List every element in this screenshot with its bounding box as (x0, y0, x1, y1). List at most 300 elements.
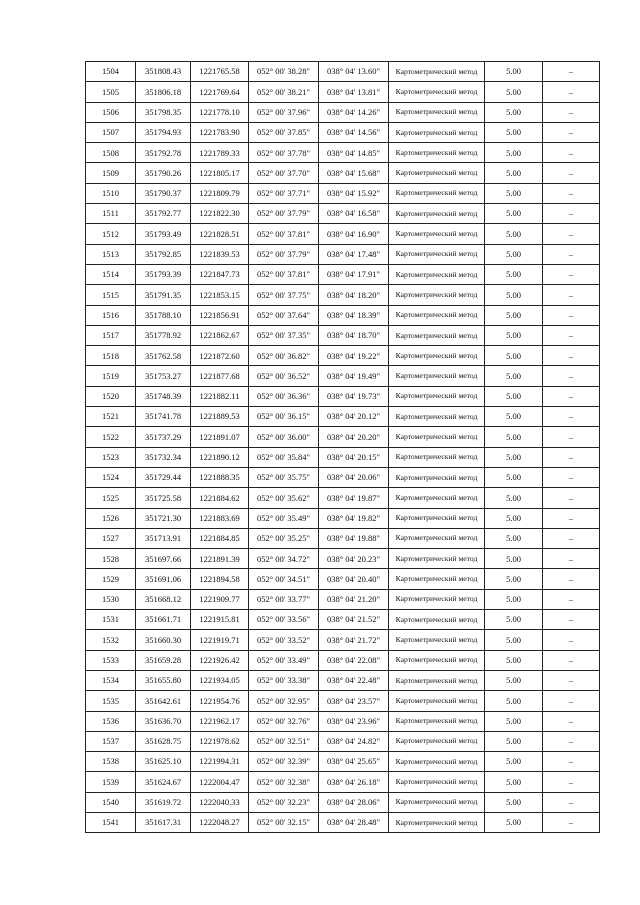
longitude-cell: 038° 04' 28.48" (319, 812, 389, 832)
y-coordinate-cell: 1222040.33 (191, 792, 249, 812)
x-coordinate-cell: 351806.18 (136, 82, 191, 102)
accuracy-cell: 5.00 (485, 224, 543, 244)
longitude-cell: 038° 04' 15.68" (319, 163, 389, 183)
point-number-cell: 1521 (86, 407, 136, 427)
table-row (86, 427, 600, 447)
table-row (86, 792, 600, 812)
method-cell: Картометрический метод (389, 610, 485, 630)
x-coordinate-cell: 351792.78 (136, 143, 191, 163)
longitude-cell: 038° 04' 21.52" (319, 610, 389, 630)
x-coordinate-cell: 351792.85 (136, 244, 191, 264)
y-coordinate-cell: 1221783.90 (191, 122, 249, 142)
accuracy-cell: 5.00 (485, 122, 543, 142)
point-number-cell: 1537 (86, 731, 136, 751)
point-number-cell: 1508 (86, 143, 136, 163)
note-cell: – (543, 549, 600, 569)
longitude-cell: 038° 04' 22.08" (319, 650, 389, 670)
note-cell: – (543, 589, 600, 609)
method-cell: Картометрический метод (389, 752, 485, 772)
longitude-cell: 038° 04' 20.15" (319, 447, 389, 467)
accuracy-cell: 5.00 (485, 670, 543, 690)
table-row (86, 183, 600, 203)
y-coordinate-cell: 1221862.67 (191, 325, 249, 345)
accuracy-cell: 5.00 (485, 346, 543, 366)
method-cell: Картометрический метод (389, 488, 485, 508)
point-number-cell: 1516 (86, 305, 136, 325)
table-row (86, 102, 600, 122)
note-cell: – (543, 731, 600, 751)
method-cell: Картометрический метод (389, 508, 485, 528)
table-row (86, 407, 600, 427)
y-coordinate-cell: 1221919.71 (191, 630, 249, 650)
table-row (86, 670, 600, 690)
y-coordinate-cell: 1221909.77 (191, 589, 249, 609)
x-coordinate-cell: 351617.31 (136, 812, 191, 832)
x-coordinate-cell: 351741.78 (136, 407, 191, 427)
y-coordinate-cell: 1221778.10 (191, 102, 249, 122)
latitude-cell: 052° 00' 35.84" (249, 447, 319, 467)
point-number-cell: 1540 (86, 792, 136, 812)
accuracy-cell: 5.00 (485, 102, 543, 122)
latitude-cell: 052° 00' 35.62" (249, 488, 319, 508)
longitude-cell: 038° 04' 26.18" (319, 772, 389, 792)
accuracy-cell: 5.00 (485, 386, 543, 406)
accuracy-cell: 5.00 (485, 285, 543, 305)
x-coordinate-cell: 351713.91 (136, 528, 191, 548)
accuracy-cell: 5.00 (485, 549, 543, 569)
x-coordinate-cell: 351753.27 (136, 366, 191, 386)
y-coordinate-cell: 1221809.79 (191, 183, 249, 203)
accuracy-cell: 5.00 (485, 650, 543, 670)
x-coordinate-cell: 351642.61 (136, 691, 191, 711)
longitude-cell: 038° 04' 20.20" (319, 427, 389, 447)
longitude-cell: 038° 04' 28.06" (319, 792, 389, 812)
x-coordinate-cell: 351729.44 (136, 467, 191, 487)
latitude-cell: 052° 00' 37.71" (249, 183, 319, 203)
table-row (86, 467, 600, 487)
table-row (86, 163, 600, 183)
accuracy-cell: 5.00 (485, 366, 543, 386)
latitude-cell: 052° 00' 37.96" (249, 102, 319, 122)
x-coordinate-cell: 351790.26 (136, 163, 191, 183)
accuracy-cell: 5.00 (485, 325, 543, 345)
latitude-cell: 052° 00' 34.51" (249, 569, 319, 589)
point-number-cell: 1509 (86, 163, 136, 183)
note-cell: – (543, 752, 600, 772)
accuracy-cell: 5.00 (485, 752, 543, 772)
y-coordinate-cell: 1221978.62 (191, 731, 249, 751)
accuracy-cell: 5.00 (485, 488, 543, 508)
latitude-cell: 052° 00' 37.64" (249, 305, 319, 325)
x-coordinate-cell: 351636.70 (136, 711, 191, 731)
note-cell: – (543, 427, 600, 447)
y-coordinate-cell: 1221839.53 (191, 244, 249, 264)
table-row (86, 650, 600, 670)
note-cell: – (543, 528, 600, 548)
y-coordinate-cell: 1221883.69 (191, 508, 249, 528)
latitude-cell: 052° 00' 32.76" (249, 711, 319, 731)
latitude-cell: 052° 00' 34.72" (249, 549, 319, 569)
accuracy-cell: 5.00 (485, 812, 543, 832)
table-row (86, 285, 600, 305)
y-coordinate-cell: 1221884.85 (191, 528, 249, 548)
point-number-cell: 1505 (86, 82, 136, 102)
note-cell: – (543, 102, 600, 122)
note-cell: – (543, 224, 600, 244)
longitude-cell: 038° 04' 16.58" (319, 204, 389, 224)
point-number-cell: 1541 (86, 812, 136, 832)
point-number-cell: 1513 (86, 244, 136, 264)
y-coordinate-cell: 1221891.39 (191, 549, 249, 569)
point-number-cell: 1533 (86, 650, 136, 670)
method-cell: Картометрический метод (389, 670, 485, 690)
latitude-cell: 052° 00' 37.75" (249, 285, 319, 305)
method-cell: Картометрический метод (389, 183, 485, 203)
table-row (86, 488, 600, 508)
x-coordinate-cell: 351691.06 (136, 569, 191, 589)
accuracy-cell: 5.00 (485, 772, 543, 792)
accuracy-cell: 5.00 (485, 508, 543, 528)
point-number-cell: 1527 (86, 528, 136, 548)
point-number-cell: 1530 (86, 589, 136, 609)
longitude-cell: 038° 04' 19.49" (319, 366, 389, 386)
latitude-cell: 052° 00' 36.15" (249, 407, 319, 427)
x-coordinate-cell: 351792.77 (136, 204, 191, 224)
method-cell: Картометрический метод (389, 731, 485, 751)
latitude-cell: 052° 00' 32.38" (249, 772, 319, 792)
note-cell: – (543, 650, 600, 670)
table-row (86, 325, 600, 345)
method-cell: Картометрический метод (389, 427, 485, 447)
latitude-cell: 052° 00' 32.39" (249, 752, 319, 772)
accuracy-cell: 5.00 (485, 691, 543, 711)
table-row (86, 589, 600, 609)
table-row (86, 305, 600, 325)
longitude-cell: 038° 04' 21.72" (319, 630, 389, 650)
point-number-cell: 1532 (86, 630, 136, 650)
y-coordinate-cell: 1222048.27 (191, 812, 249, 832)
accuracy-cell: 5.00 (485, 792, 543, 812)
point-number-cell: 1510 (86, 183, 136, 203)
y-coordinate-cell: 1221954.76 (191, 691, 249, 711)
longitude-cell: 038° 04' 19.87" (319, 488, 389, 508)
y-coordinate-cell: 1221894.58 (191, 569, 249, 589)
x-coordinate-cell: 351660.30 (136, 630, 191, 650)
table-row (86, 569, 600, 589)
longitude-cell: 038° 04' 16.90" (319, 224, 389, 244)
table-row (86, 62, 600, 82)
y-coordinate-cell: 1221962.17 (191, 711, 249, 731)
y-coordinate-cell: 1221889.53 (191, 407, 249, 427)
latitude-cell: 052° 00' 37.81" (249, 224, 319, 244)
y-coordinate-cell: 1221877.68 (191, 366, 249, 386)
latitude-cell: 052° 00' 37.79" (249, 204, 319, 224)
accuracy-cell: 5.00 (485, 407, 543, 427)
longitude-cell: 038° 04' 18.39" (319, 305, 389, 325)
longitude-cell: 038° 04' 17.48" (319, 244, 389, 264)
longitude-cell: 038° 04' 14.85" (319, 143, 389, 163)
table-row (86, 143, 600, 163)
method-cell: Картометрический метод (389, 691, 485, 711)
longitude-cell: 038° 04' 18.70" (319, 325, 389, 345)
method-cell: Картометрический метод (389, 589, 485, 609)
table-row (86, 549, 600, 569)
x-coordinate-cell: 351624.67 (136, 772, 191, 792)
accuracy-cell: 5.00 (485, 163, 543, 183)
note-cell: – (543, 386, 600, 406)
latitude-cell: 052° 00' 38.28" (249, 62, 319, 82)
y-coordinate-cell: 1221882.11 (191, 386, 249, 406)
y-coordinate-cell: 1222004.47 (191, 772, 249, 792)
table-row (86, 366, 600, 386)
table-row (86, 752, 600, 772)
point-number-cell: 1514 (86, 264, 136, 284)
accuracy-cell: 5.00 (485, 711, 543, 731)
accuracy-cell: 5.00 (485, 610, 543, 630)
y-coordinate-cell: 1221926.42 (191, 650, 249, 670)
method-cell: Картометрический метод (389, 346, 485, 366)
x-coordinate-cell: 351655.80 (136, 670, 191, 690)
longitude-cell: 038° 04' 19.88" (319, 528, 389, 548)
latitude-cell: 052° 00' 36.00" (249, 427, 319, 447)
table-row (86, 386, 600, 406)
note-cell: – (543, 792, 600, 812)
note-cell: – (543, 447, 600, 467)
longitude-cell: 038° 04' 19.22" (319, 346, 389, 366)
point-number-cell: 1538 (86, 752, 136, 772)
accuracy-cell: 5.00 (485, 305, 543, 325)
x-coordinate-cell: 351794.93 (136, 122, 191, 142)
longitude-cell: 038° 04' 18.20" (319, 285, 389, 305)
y-coordinate-cell: 1221915.81 (191, 610, 249, 630)
note-cell: – (543, 163, 600, 183)
y-coordinate-cell: 1221890.12 (191, 447, 249, 467)
table-row (86, 122, 600, 142)
point-number-cell: 1519 (86, 366, 136, 386)
longitude-cell: 038° 04' 20.06" (319, 467, 389, 487)
longitude-cell: 038° 04' 19.82" (319, 508, 389, 528)
longitude-cell: 038° 04' 25.65" (319, 752, 389, 772)
point-number-cell: 1512 (86, 224, 136, 244)
y-coordinate-cell: 1221789.33 (191, 143, 249, 163)
latitude-cell: 052° 00' 32.95" (249, 691, 319, 711)
accuracy-cell: 5.00 (485, 62, 543, 82)
x-coordinate-cell: 351793.39 (136, 264, 191, 284)
accuracy-cell: 5.00 (485, 204, 543, 224)
latitude-cell: 052° 00' 37.70" (249, 163, 319, 183)
x-coordinate-cell: 351788.10 (136, 305, 191, 325)
x-coordinate-cell: 351778.92 (136, 325, 191, 345)
longitude-cell: 038° 04' 17.91" (319, 264, 389, 284)
note-cell: – (543, 122, 600, 142)
latitude-cell: 052° 00' 38.21" (249, 82, 319, 102)
longitude-cell: 038° 04' 19.73" (319, 386, 389, 406)
accuracy-cell: 5.00 (485, 264, 543, 284)
accuracy-cell: 5.00 (485, 630, 543, 650)
latitude-cell: 052° 00' 33.52" (249, 630, 319, 650)
point-number-cell: 1504 (86, 62, 136, 82)
accuracy-cell: 5.00 (485, 569, 543, 589)
x-coordinate-cell: 351625.10 (136, 752, 191, 772)
method-cell: Картометрический метод (389, 244, 485, 264)
method-cell: Картометрический метод (389, 224, 485, 244)
note-cell: – (543, 812, 600, 832)
method-cell: Картометрический метод (389, 467, 485, 487)
accuracy-cell: 5.00 (485, 731, 543, 751)
y-coordinate-cell: 1221856.91 (191, 305, 249, 325)
latitude-cell: 052° 00' 33.77" (249, 589, 319, 609)
x-coordinate-cell: 351659.28 (136, 650, 191, 670)
note-cell: – (543, 325, 600, 345)
point-number-cell: 1517 (86, 325, 136, 345)
latitude-cell: 052° 00' 36.52" (249, 366, 319, 386)
note-cell: – (543, 366, 600, 386)
accuracy-cell: 5.00 (485, 82, 543, 102)
accuracy-cell: 5.00 (485, 244, 543, 264)
point-number-cell: 1511 (86, 204, 136, 224)
method-cell: Картометрический метод (389, 305, 485, 325)
x-coordinate-cell: 351790.37 (136, 183, 191, 203)
note-cell: – (543, 407, 600, 427)
table-row (86, 244, 600, 264)
y-coordinate-cell: 1221769.64 (191, 82, 249, 102)
accuracy-cell: 5.00 (485, 528, 543, 548)
method-cell: Картометрический метод (389, 630, 485, 650)
y-coordinate-cell: 1221934.05 (191, 670, 249, 690)
longitude-cell: 038° 04' 21.20" (319, 589, 389, 609)
method-cell: Картометрический метод (389, 528, 485, 548)
point-number-cell: 1523 (86, 447, 136, 467)
x-coordinate-cell: 351748.39 (136, 386, 191, 406)
longitude-cell: 038° 04' 22.48" (319, 670, 389, 690)
point-number-cell: 1506 (86, 102, 136, 122)
coordinates-table (85, 61, 600, 833)
table-row (86, 528, 600, 548)
method-cell: Картометрический метод (389, 163, 485, 183)
longitude-cell: 038° 04' 13.81" (319, 82, 389, 102)
latitude-cell: 052° 00' 32.15" (249, 812, 319, 832)
point-number-cell: 1518 (86, 346, 136, 366)
note-cell: – (543, 508, 600, 528)
y-coordinate-cell: 1221822.30 (191, 204, 249, 224)
accuracy-cell: 5.00 (485, 447, 543, 467)
method-cell: Картометрический метод (389, 549, 485, 569)
method-cell: Картометрический метод (389, 143, 485, 163)
table-row (86, 508, 600, 528)
note-cell: – (543, 630, 600, 650)
table-row (86, 224, 600, 244)
x-coordinate-cell: 351808.43 (136, 62, 191, 82)
longitude-cell: 038° 04' 20.40" (319, 569, 389, 589)
point-number-cell: 1526 (86, 508, 136, 528)
table-row (86, 204, 600, 224)
method-cell: Картометрический метод (389, 285, 485, 305)
note-cell: – (543, 204, 600, 224)
accuracy-cell: 5.00 (485, 589, 543, 609)
y-coordinate-cell: 1221994.31 (191, 752, 249, 772)
point-number-cell: 1515 (86, 285, 136, 305)
x-coordinate-cell: 351661.71 (136, 610, 191, 630)
method-cell: Картометрический метод (389, 812, 485, 832)
method-cell: Картометрический метод (389, 569, 485, 589)
y-coordinate-cell: 1221884.62 (191, 488, 249, 508)
table-row (86, 82, 600, 102)
note-cell: – (543, 264, 600, 284)
point-number-cell: 1534 (86, 670, 136, 690)
point-number-cell: 1520 (86, 386, 136, 406)
method-cell: Картометрический метод (389, 366, 485, 386)
note-cell: – (543, 82, 600, 102)
point-number-cell: 1522 (86, 427, 136, 447)
y-coordinate-cell: 1221828.51 (191, 224, 249, 244)
latitude-cell: 052° 00' 37.85" (249, 122, 319, 142)
note-cell: – (543, 772, 600, 792)
table-row (86, 812, 600, 832)
point-number-cell: 1539 (86, 772, 136, 792)
note-cell: – (543, 691, 600, 711)
longitude-cell: 038° 04' 23.96" (319, 711, 389, 731)
point-number-cell: 1524 (86, 467, 136, 487)
note-cell: – (543, 244, 600, 264)
note-cell: – (543, 467, 600, 487)
method-cell: Картометрический метод (389, 386, 485, 406)
table-row (86, 264, 600, 284)
note-cell: – (543, 62, 600, 82)
latitude-cell: 052° 00' 32.51" (249, 731, 319, 751)
latitude-cell: 052° 00' 37.78" (249, 143, 319, 163)
y-coordinate-cell: 1221888.35 (191, 467, 249, 487)
x-coordinate-cell: 351628.75 (136, 731, 191, 751)
method-cell: Картометрический метод (389, 122, 485, 142)
note-cell: – (543, 569, 600, 589)
y-coordinate-cell: 1221847.73 (191, 264, 249, 284)
accuracy-cell: 5.00 (485, 143, 543, 163)
longitude-cell: 038° 04' 23.57" (319, 691, 389, 711)
longitude-cell: 038° 04' 13.60" (319, 62, 389, 82)
note-cell: – (543, 711, 600, 731)
latitude-cell: 052° 00' 37.79" (249, 244, 319, 264)
point-number-cell: 1529 (86, 569, 136, 589)
note-cell: – (543, 305, 600, 325)
y-coordinate-cell: 1221853.15 (191, 285, 249, 305)
point-number-cell: 1525 (86, 488, 136, 508)
table-row (86, 447, 600, 467)
longitude-cell: 038° 04' 14.26" (319, 102, 389, 122)
latitude-cell: 052° 00' 35.25" (249, 528, 319, 548)
method-cell: Картометрический метод (389, 792, 485, 812)
longitude-cell: 038° 04' 20.12" (319, 407, 389, 427)
note-cell: – (543, 670, 600, 690)
table-row (86, 346, 600, 366)
accuracy-cell: 5.00 (485, 183, 543, 203)
latitude-cell: 052° 00' 33.49" (249, 650, 319, 670)
point-number-cell: 1536 (86, 711, 136, 731)
table-row (86, 630, 600, 650)
method-cell: Картометрический метод (389, 447, 485, 467)
x-coordinate-cell: 351619.72 (136, 792, 191, 812)
latitude-cell: 052° 00' 32.23" (249, 792, 319, 812)
latitude-cell: 052° 00' 33.56" (249, 610, 319, 630)
point-number-cell: 1528 (86, 549, 136, 569)
table-row (86, 731, 600, 751)
note-cell: – (543, 610, 600, 630)
x-coordinate-cell: 351721.30 (136, 508, 191, 528)
method-cell: Картометрический метод (389, 325, 485, 345)
latitude-cell: 052° 00' 37.81" (249, 264, 319, 284)
y-coordinate-cell: 1221872.60 (191, 346, 249, 366)
note-cell: – (543, 285, 600, 305)
note-cell: – (543, 143, 600, 163)
